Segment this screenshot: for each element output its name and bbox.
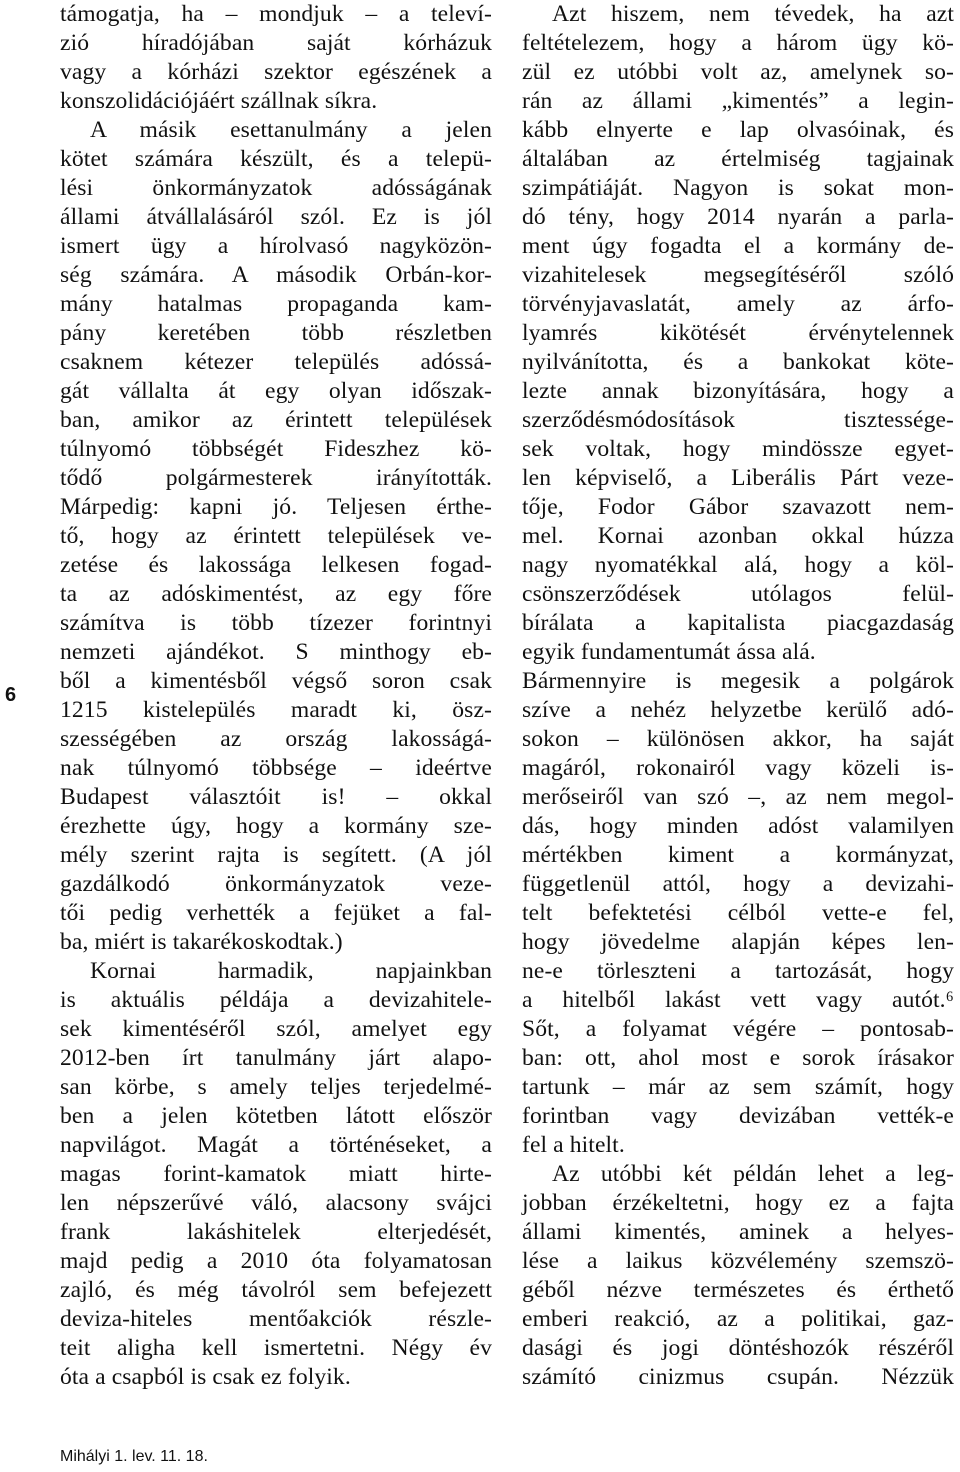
text-line: sokon – különösen akkor, ha saját	[522, 726, 954, 752]
text-line: ből a kimentésből végső soron csak	[60, 668, 492, 694]
text-line: lési önkormányzatok adósságának	[60, 175, 492, 201]
text-line: a hitelből lakást vett vagy autót.⁶	[522, 987, 954, 1013]
text-line: kötet számára készült, és a telepü-	[60, 146, 492, 172]
text-line: állami kimentés, aminek a helyes-	[522, 1219, 954, 1245]
text-line: mély szerint rajta is segített. (A jól	[60, 842, 492, 868]
text-line: pány keretében több részletben	[60, 320, 492, 346]
text-line: nagy nyomatékkal alá, hogy a köl-	[522, 552, 954, 578]
text-line: dasági és jogi döntéshozók részéről	[522, 1335, 954, 1361]
text-line: kább elnyerte e lap olvasóinak, és	[522, 117, 954, 143]
text-line: csönszerződések utólagos felül-	[522, 581, 954, 607]
text-line: tője, Fodor Gábor szavazott nem-	[522, 494, 954, 520]
text-line: függetlenül attól, hogy a devizahi-	[522, 871, 954, 897]
text-line: hogy jövedelme alapján képes len-	[522, 929, 954, 955]
text-line: tődő polgármesterek irányították.	[60, 465, 492, 491]
text-line: lése a laikus közvélemény szemszö-	[522, 1248, 954, 1274]
text-line: mel. Kornai azonban okkal húzza	[522, 523, 954, 549]
text-line: ban, amikor az érintett települések	[60, 407, 492, 433]
text-line: vagy a kórházi szektor egészének a	[60, 59, 492, 85]
text-line: szimpátiáját. Nagyon is sokat mon-	[522, 175, 954, 201]
text-line: szerződésmódosítások tisztessége-	[522, 407, 954, 433]
right-text-column	[522, 0, 954, 1392]
text-line: vizahitelesek megsegítéséről szóló	[522, 262, 954, 288]
text-line: jobban érzékeltetni, hogy ez a fajta	[522, 1190, 954, 1216]
text-line: zajló, és még távolról sem befejezett	[60, 1277, 492, 1303]
text-line: nemzeti ajándékot. S minthogy eb-	[60, 639, 492, 665]
text-line: számítva is több tízezer forintnyi	[60, 610, 492, 636]
text-line: dó tény, hogy 2014 nyarán a parla-	[522, 204, 954, 230]
text-line: ben a jelen kötetben látott először	[60, 1103, 492, 1129]
text-line: géből nézve természetes és érthető	[522, 1277, 954, 1303]
text-line: fel a hitelt.	[522, 1132, 625, 1158]
text-line: gazdálkodó önkormányzatok veze-	[60, 871, 492, 897]
text-line: zió híradójában saját kórházuk	[60, 30, 492, 56]
text-line: dás, hogy minden adóst valamilyen	[522, 813, 954, 839]
text-line: ismert ügy a hírolvasó nagyközön-	[60, 233, 492, 259]
text-line: frank lakáshitelek elterjedését,	[60, 1219, 492, 1245]
text-line: konszolidációjáért szállnak síkra.	[60, 88, 378, 114]
text-line: san körbe, s amely teljes terjedelmé-	[60, 1074, 492, 1100]
text-line: ment úgy fogadta el a kormány de-	[522, 233, 954, 259]
text-line: ban: ott, ahol most e sorok írásakor	[522, 1045, 954, 1071]
text-line: emberi reakció, az a politikai, gaz-	[522, 1306, 954, 1332]
text-line: lyamrés kikötését érvénytelennek	[522, 320, 954, 346]
text-line: támogatja, ha – mondjuk – a televí-	[60, 1, 492, 27]
text-line: általában az értelmiség tagjainak	[522, 146, 954, 172]
page-number: 6	[5, 684, 17, 706]
text-line: csaknem kétezer település adóssá-	[60, 349, 492, 375]
text-line: zül ez utóbbi volt az, amelynek so-	[522, 59, 954, 85]
text-line: A másik esettanulmány a jelen	[90, 117, 492, 143]
text-line: ne-e törleszteni a tartozását, hogy	[522, 958, 954, 984]
text-line: zetése és lakossága lelkesen fogad-	[60, 552, 492, 578]
text-line: 1215 kistelepülés maradt ki, ösz-	[60, 697, 492, 723]
text-line: túlnyomó többségét Fideszhez kö-	[60, 436, 492, 462]
text-line: napvilágot. Magát a történéseket, a	[60, 1132, 492, 1158]
text-line: nak túlnyomó többsége – ideértve	[60, 755, 492, 781]
text-line: len képviselő, a Liberális Párt veze-	[522, 465, 954, 491]
text-line: merőseiről van szó –, az nem megol-	[522, 784, 954, 810]
text-line: rán az állami „kimentés” a legin-	[522, 88, 954, 114]
text-line: mány hatalmas propaganda kam-	[60, 291, 492, 317]
text-line: nyilvánította, és a bankokat köte-	[522, 349, 954, 375]
text-line: törvényjavaslatát, amely az árfo-	[522, 291, 954, 317]
text-line: len népszerűvé váló, alacsony svájci	[60, 1190, 492, 1216]
text-line: Azt hiszem, nem tévedek, ha azt	[552, 1, 954, 27]
text-line: deviza-hiteles mentőakciók részle-	[60, 1306, 492, 1332]
text-line: majd pedig a 2010 óta folyamatosan	[60, 1248, 492, 1274]
text-line: mértékben kiment a kormányzat,	[522, 842, 954, 868]
text-line: ség számára. A második Orbán-kor-	[60, 262, 492, 288]
text-line: Az utóbbi két példán lehet a leg-	[552, 1161, 954, 1187]
text-line: érezhette úgy, hogy a kormány sze-	[60, 813, 492, 839]
text-line: tő, hogy az érintett települések ve-	[60, 523, 492, 549]
text-line: szességében az ország lakosságá-	[60, 726, 492, 752]
text-line: lezte annak bizonyítására, hogy a	[522, 378, 954, 404]
text-line: Bármennyire is megesik a polgárok	[522, 668, 954, 694]
text-line: óta a csapból is csak ez folyik.	[60, 1364, 351, 1390]
text-line: állami átvállalásáról szól. Ez is jól	[60, 204, 492, 230]
text-line: is aktuális példája a devizahitele-	[60, 987, 492, 1013]
text-line: telt befektetési célból vette-e fel,	[522, 900, 954, 926]
text-line: egyik fundamentumát ássa alá.	[522, 639, 816, 665]
text-line: tartunk – már az sem számít, hogy	[522, 1074, 954, 1100]
text-line: teit aligha kell ismertetni. Négy év	[60, 1335, 492, 1361]
text-line: Sőt, a folyamat végére – pontosab-	[522, 1016, 954, 1042]
footer-note: Mihályi 1. lev. 11. 18.	[60, 1448, 208, 1465]
text-line: szíve a nehéz helyzetbe kerülő adó-	[522, 697, 954, 723]
text-line: feltételezem, hogy a három ügy kö-	[522, 30, 954, 56]
text-line: magáról, rokonairól vagy közeli is-	[522, 755, 954, 781]
text-line: sek kimentéséről szól, amelyet egy	[60, 1016, 492, 1042]
text-line: bírálata a kapitalista piacgazdaság	[522, 610, 954, 636]
text-line: Kornai harmadik, napjainkban	[90, 958, 492, 984]
text-line: sek voltak, hogy mindössze egyet-	[522, 436, 954, 462]
text-line: tői pedig verhették a fejüket a fal-	[60, 900, 492, 926]
text-line: gát vállalta át egy olyan időszak-	[60, 378, 492, 404]
text-line: 2012-ben írt tanulmány járt alapo-	[60, 1045, 492, 1071]
text-line: számító cinizmus csupán. Nézzük	[522, 1364, 954, 1390]
text-line: ta az adóskimentést, az egy főre	[60, 581, 492, 607]
text-line: ba, miért is takarékoskodtak.)	[60, 929, 343, 955]
text-line: Márpedig: kapni jó. Teljesen érthe-	[60, 494, 492, 520]
text-line: forintban vagy devizában vették-e	[522, 1103, 954, 1129]
text-line: Budapest választóit is! – okkal	[60, 784, 492, 810]
text-line: magas forint-kamatok miatt hirte-	[60, 1161, 492, 1187]
left-text-column	[60, 0, 492, 1392]
